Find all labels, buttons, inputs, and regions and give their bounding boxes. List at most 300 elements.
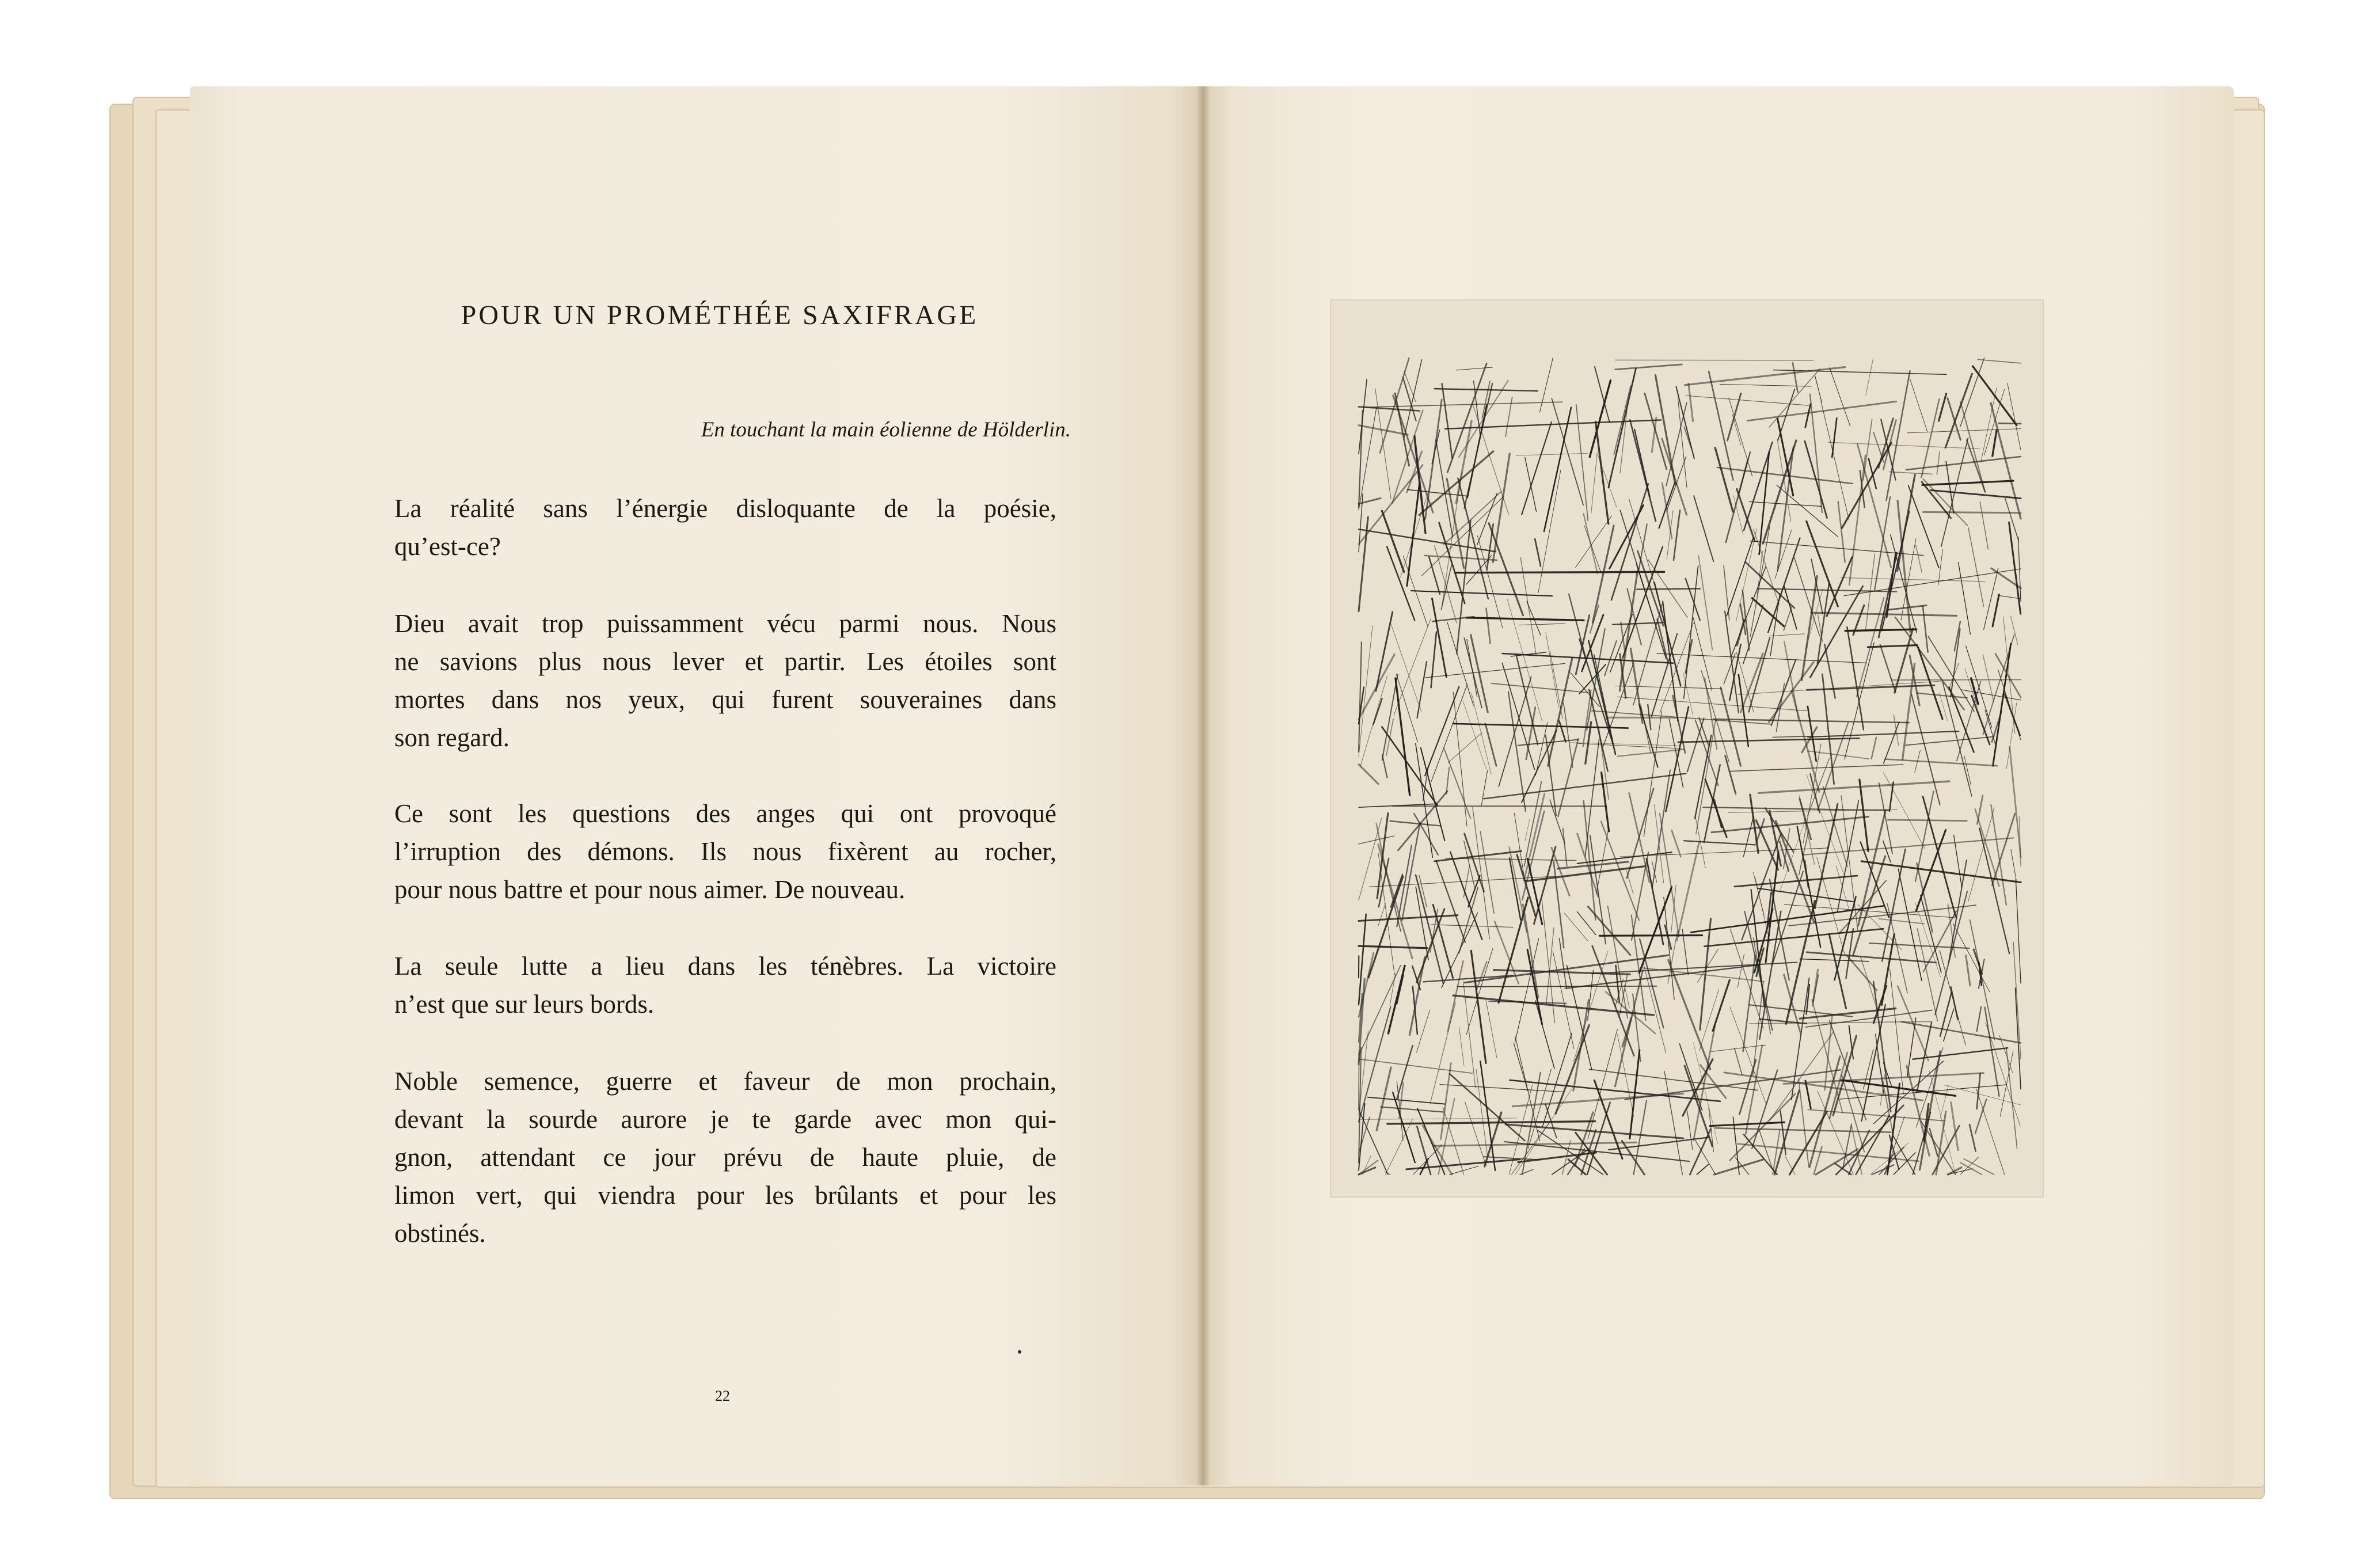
etching-stroke [1735,1048,1742,1075]
etching-stroke [1750,541,1923,556]
etching-stroke [1732,415,1741,445]
etching-stroke [1546,633,1558,708]
etching-stroke [1930,1128,1938,1156]
etching-stroke [1406,1160,1520,1169]
etching-stroke [1928,636,1974,712]
etching-stroke [1429,557,1440,594]
etching-stroke [1686,396,1808,405]
etching-stroke [1629,499,1657,593]
etching-stroke [1359,946,1427,948]
etching-stroke [1662,483,1672,538]
poem-line: son regard. [394,723,510,752]
etching-stroke [1595,422,1608,524]
etching-stroke [1968,808,1994,901]
etching-stroke [1639,524,1647,569]
etching-stroke [1359,1007,1391,1122]
etching-stroke [1401,484,1431,577]
etching-stroke [1802,576,1818,681]
etching-stroke [1999,423,2021,424]
etching-stroke [1404,360,1422,438]
etching-stroke [1923,606,1928,652]
etching-stroke [1664,897,1674,999]
etching-stroke [1463,701,1486,770]
etching-stroke [1972,696,1990,744]
etching-stroke [1382,755,1387,777]
etching-stroke [1694,496,1713,561]
etching-stroke [1721,687,1741,766]
etching-stroke [1731,929,1763,1028]
etching-stroke [1538,470,1561,594]
etching-stroke [1432,599,1447,677]
etching-stroke [1910,379,1927,432]
etching-stroke [1738,954,1744,988]
etching-stroke [1375,388,1391,499]
etching-stroke [1725,756,1736,794]
etching-stroke [1778,447,1794,571]
etching-stroke [1845,643,1874,759]
etching-stroke [1844,569,2021,596]
etching-stroke [1486,609,1490,644]
etching-stroke [1450,1166,1478,1175]
etching-stroke [1923,479,1967,525]
book-gutter [1196,86,1210,1485]
etching-stroke [1824,644,1835,698]
etching-stroke [1755,876,1770,944]
etching-stroke [1856,1115,1889,1175]
etching-stroke [1832,418,1837,457]
etching-stroke [1622,1018,1631,1047]
etching-stroke [1535,1001,1554,1069]
etching-stroke [1985,1008,1999,1096]
etching-stroke [1944,1009,1954,1042]
poem-line: ne savions plus nous lever et partir. Les étoiles sont [394,647,1056,676]
etching-stroke [1652,770,1670,889]
etching-stroke [1920,1051,1941,1170]
etching-stroke [2006,1047,2017,1148]
etching-stroke [1465,1102,1486,1166]
etching-stroke [1739,1060,1756,1115]
etching-stroke [1980,501,1988,549]
etching-stroke [1559,721,1565,742]
etching-stroke [1889,782,1894,811]
etching-stroke [1717,468,1853,484]
etching-stroke [1690,1129,1710,1175]
etching-stroke [1410,957,1425,1035]
etching-stroke [1359,425,1408,435]
etching-stroke [1524,782,1542,866]
etching-stroke [1894,715,1898,746]
etching-stroke [1381,1107,1443,1112]
etching-stroke [1385,1119,1412,1175]
etching-stroke [1592,526,1614,623]
etching-stroke [1591,454,1597,513]
etching-stroke [1590,381,1610,457]
etching-stroke [1911,694,1940,805]
etching-stroke [1432,430,1439,464]
etching-stroke [1937,452,1940,474]
poem-line: n’est que sur leurs bords. [394,990,655,1018]
etching-stroke [1704,765,1720,842]
etching-stroke [1887,903,1907,993]
poem-line: l’irruption des démons. Ils nous fixèrent au rocher, [394,837,1056,866]
etching-stroke [1733,1117,1739,1175]
etching-stroke [1548,658,1572,766]
etching-stroke [1711,1045,1765,1051]
etching-stroke [1638,551,1663,625]
poem-line: mortes dans nos yeux, qui furent souveraines dans [394,685,1056,714]
etching-stroke [1417,662,1427,718]
etching-stroke [1634,1100,1647,1175]
etching-stroke [1891,679,2021,680]
etching-stroke [1803,744,1821,843]
etching-stroke [1603,664,1633,748]
etching-stroke [1393,1092,1415,1162]
etching-stroke [1493,454,1510,562]
etching-stroke [1857,444,1891,567]
etching-stroke [1965,668,1978,707]
etching-stroke [1968,528,1984,607]
etching-stroke [1792,978,1809,1100]
etching-stroke [1738,680,1955,694]
etching-stroke [1507,599,1542,721]
etching-stroke [1669,719,1683,787]
etching-stroke [1716,1128,1891,1132]
etching-stroke [1828,442,1980,449]
etching-stroke [1564,913,1587,941]
poem-line: Ce sont les questions des anges qui ont provoqué [394,799,1056,828]
etching-stroke [1744,911,1772,1031]
etching-stroke [1686,640,1692,673]
etching-stroke [1993,595,1999,626]
etching-stroke [1770,634,1804,636]
etching-stroke [1465,834,1484,892]
etching-stroke [1756,820,1778,870]
etching-stroke [1976,1089,2005,1175]
etching-stroke [1695,720,1719,786]
etching-stroke [1634,430,1650,497]
etching-stroke [1378,845,1412,959]
etching-stroke [1407,483,1420,586]
etching-stroke [1906,737,1994,746]
etching-stroke [1784,607,1792,631]
etching-stroke [1863,419,1872,480]
etching-stroke [1542,1033,1572,1127]
etching-stroke [1872,1165,1894,1175]
etching-stroke [1588,1029,1617,1139]
etching-stroke [1515,1088,1573,1175]
etching-stroke [1873,432,1884,462]
etching-stroke [1685,367,1845,385]
etching-stroke [1715,448,1733,512]
etching-stroke [1514,1043,1528,1091]
etching-stroke [1558,739,1578,816]
etching-stroke [1898,869,1922,980]
page-number: 22 [715,1388,730,1404]
etching-stroke [1672,830,1681,857]
etching-stroke [1889,472,1933,474]
etching-stroke [1916,545,1922,572]
etching-stroke [1923,797,1956,917]
etching-stroke [1602,773,1609,831]
etching-stroke [1655,375,1675,485]
left-page [190,86,1203,1485]
etching-stroke [1573,1000,1589,1091]
etching-stroke [1744,442,1773,530]
etching-stroke [1868,645,1917,647]
etching-stroke [1918,647,1943,719]
etching-stroke [1879,1147,1904,1175]
etching-stroke [1759,781,1949,793]
etching-stroke [1663,601,1678,721]
etching-stroke [2011,849,2016,880]
etching-stroke [1687,1111,1693,1150]
etching-stroke [1402,823,1420,920]
etching-stroke [1552,398,1583,505]
etching-stroke [1458,478,1488,599]
etching-stroke [1368,1097,1446,1104]
poem-line: Noble semence, guerre et faveur de mon prochain, [394,1067,1056,1096]
poem-epigraph: En touchant la main éolienne de Hölderlin. [701,418,1071,442]
etching-stroke [1879,783,1892,854]
etching-stroke [1384,864,1401,932]
etching-stroke [1518,1153,1596,1162]
etching-stroke [1860,780,1868,851]
poem-paragraph [394,489,1056,565]
etching-stroke [1907,429,2021,433]
etching-stroke [1759,1130,1773,1169]
etching-stroke [1413,1145,1442,1175]
etching-stroke [1860,956,1878,1013]
etching-stroke [1970,920,1995,1040]
etching-stroke [1387,1122,1595,1124]
etching-stroke [1411,591,1552,596]
etching-stroke [1447,622,1474,706]
etching-stroke [1486,999,1497,1058]
etching-stroke [1697,1165,1708,1175]
etching-stroke [1736,529,1757,621]
etching-stroke [1729,398,1752,476]
etching-stroke [1978,359,2021,363]
etching-stroke [1698,556,1712,649]
etching-stroke [1784,975,1801,1035]
poem-line: La seule lutte a lieu dans les ténèbres. La victoire [394,952,1056,980]
etching-stroke [1991,805,2006,905]
etching-stroke [1565,965,1758,989]
etching-stroke [1489,523,1523,615]
etching-stroke [1879,919,1924,924]
etching-stroke [1564,703,1573,768]
etching-stroke [1592,962,1797,974]
etching-stroke [1621,622,1625,652]
etching-stroke [1359,407,1377,510]
poem-title: POUR UN PROMÉTHÉE SAXIFRAGE [461,300,979,330]
etching-stroke [1794,557,1820,636]
etching-stroke [2000,1051,2013,1116]
etching-stroke [1793,363,1798,392]
etching-stroke [1484,774,1686,799]
etching-stroke [1614,386,1630,455]
etching-stroke [1818,614,1822,641]
etching-stroke [1703,807,1889,811]
etching-stroke [1535,723,1547,776]
etching-stroke [1966,956,1970,986]
etching-stroke [1396,678,1410,795]
etching-stroke [1984,569,1998,630]
etching-stroke [1535,539,1541,566]
etching-stroke [1550,651,1562,719]
etching-stroke [1359,915,1458,921]
etching-stroke [1637,589,1700,590]
etching-stroke [1440,1085,1563,1092]
etching-stroke [1907,1018,1916,1077]
etching-stroke [1417,1010,1430,1052]
etching-stroke [1620,408,1627,473]
etching-stroke [1735,876,1857,887]
etching-stroke [1960,358,1984,427]
etching-stroke [1821,401,1849,520]
poem-line: gnon, attendant ce jour prévu de haute pluie, de [394,1143,1056,1172]
poem-paragraph [394,947,1056,1023]
etching-stroke [1373,698,1382,725]
etching-stroke [1838,501,1845,563]
etching-stroke [1737,620,1744,645]
etching-stroke [1869,459,1876,489]
etching-stroke [1887,371,1910,500]
etching-stroke [1576,405,1588,521]
poem-line: qu’est-ce? [394,532,501,561]
etching-stroke [1594,1080,1622,1158]
etching-stroke [1546,928,1554,1004]
poem-line: La réalité sans l’énergie disloquante de la poésie, [394,494,1056,523]
etching-stroke [1359,765,1378,784]
poem-line: limon vert, qui viendra pour les brûlants et pour les [394,1181,1056,1210]
etching-stroke [1890,969,1904,1094]
etching-stroke [1430,1002,1455,1104]
etching-stroke [1743,955,1755,1051]
etching-stroke [1395,393,1409,466]
ink-speck [1018,1350,1021,1354]
etching-stroke [1898,501,1910,632]
etching-stroke [1499,677,1531,786]
etching-stroke [1891,535,1917,633]
etching-stroke [1830,368,1850,427]
etching-stroke [1970,1124,1976,1151]
etching-stroke [1584,526,1601,573]
etching-stroke [1887,552,1896,617]
etching-stroke [2016,988,2021,1089]
etching-stroke [1849,455,1865,585]
etching-stroke [1514,813,1524,875]
etching-stroke [1907,1066,1929,1156]
etching-stroke [1668,960,1710,1070]
etching-stroke [1993,430,1997,456]
etching-stroke [1376,612,1393,691]
etching-stroke [1684,841,1755,845]
etching-stroke [1906,457,2021,470]
etching-stroke [1807,521,1838,606]
etching-stroke [1457,367,1493,370]
etching-stroke [1977,1007,1982,1032]
etching-stroke [1502,663,1534,770]
etching-stroke [2010,747,2021,857]
etching-stroke [1544,408,1571,531]
etching-stroke [1922,481,2013,485]
etching-stroke [1431,632,1436,688]
etching-stroke [1397,1046,1412,1099]
etching-stroke [1510,858,1520,919]
etching-stroke [1457,986,1657,987]
etching-stroke [1744,816,1754,857]
etching-stroke [1645,393,1667,469]
etching-stroke [1739,675,1748,747]
etching-stroke [1480,831,1494,913]
etching-stroke [1967,440,1985,492]
poem-paragraph [394,1062,1056,1252]
poem-line: obstinés. [394,1219,486,1248]
etching-stroke [1872,738,1877,759]
poem-line: pour nous battre et pour nous aimer. De nouveau. [394,875,906,904]
etching-stroke [1589,1069,1758,1090]
etching-stroke [1953,923,1990,992]
etching-stroke [1998,595,2021,599]
etching-stroke [1709,371,1733,480]
etching-stroke [1442,383,1453,458]
etching-stroke [1630,1050,1640,1139]
etching-stroke [1749,638,1770,712]
etching-stroke [1629,793,1649,883]
etching-stroke [1684,427,1691,449]
etching-stroke [1446,767,1449,794]
etching-stroke [1888,820,1967,821]
etching-stroke [1516,453,1588,455]
etching-stroke [1534,847,1556,924]
etching-stroke [1540,357,1553,412]
etching-stroke [1951,1103,1958,1150]
etching-stroke [1884,722,1899,763]
etching-stroke [1870,1143,1908,1175]
etching-stroke [1720,384,1811,386]
etching-stroke [1678,738,1859,742]
etching-stroke [1665,925,1671,949]
etching-stroke [1359,1118,1517,1120]
etching-stroke [1597,453,1617,507]
etching-stroke [1689,384,1693,421]
etching-stroke [2016,879,2021,983]
etching-stroke [1695,735,1711,818]
etching-stroke [1805,404,1811,427]
etching-stroke [1471,951,1486,1063]
etching-stroke [1946,461,1953,513]
abstract-etching-illustration [1330,299,2044,1198]
etching-stroke [1841,577,1985,582]
etching-stroke [1739,452,1750,492]
etching-stroke [1519,624,1565,625]
etching-stroke [1799,830,1809,875]
etching-stroke [1390,821,1440,826]
etching-stroke [1917,693,1967,698]
etching-stroke [1836,866,1849,911]
etching-stroke [1948,398,1960,440]
etching-stroke [1615,364,1682,370]
etching-stroke [1714,800,1721,827]
etching-stroke [1929,1070,1956,1175]
poem-paragraph [394,795,1056,909]
etching-stroke [1476,1069,1488,1156]
etching-stroke [1522,422,1552,515]
etching-stroke [1525,458,1537,512]
etching-stroke [1898,986,1929,1061]
etching-stroke [1866,359,1873,395]
